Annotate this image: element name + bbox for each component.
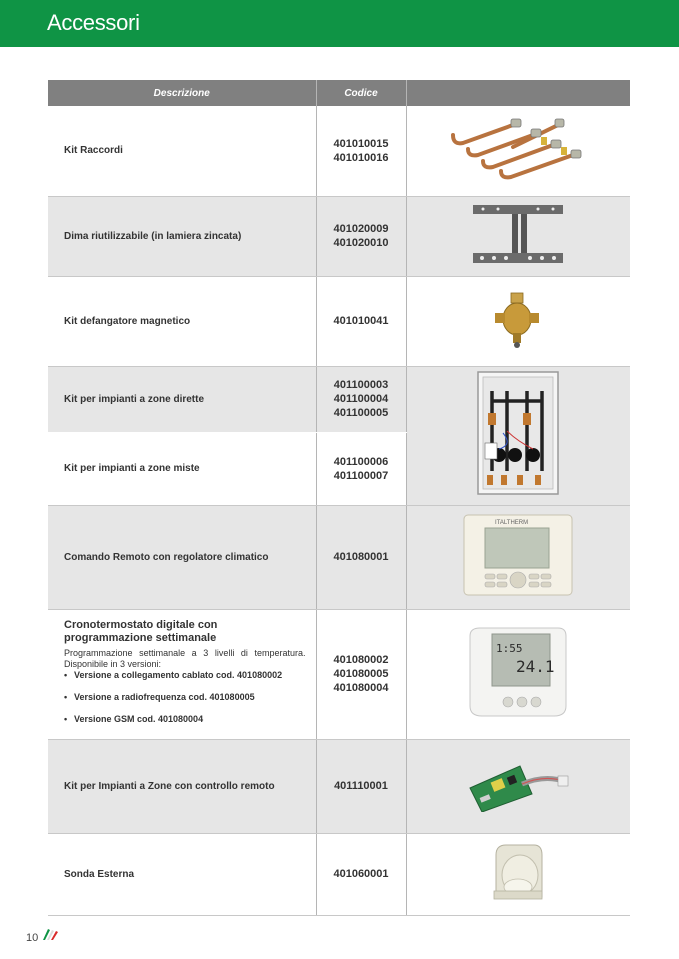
row-description: Kit per Impianti a Zone con controllo remoto (48, 739, 316, 833)
digital-thermostat-icon (466, 626, 570, 718)
column-header-image (406, 80, 630, 106)
table-row (48, 276, 630, 366)
product-code: 401100007 (333, 469, 389, 482)
table-row (48, 609, 630, 739)
product-image-cell (406, 609, 630, 739)
product-code: 401100003 (333, 379, 389, 391)
row-codes (316, 505, 406, 609)
crono-text: Programmazione settimanale a 3 livelli di temperatura. Disponibile in 3 versioni: (64, 647, 306, 669)
list-item: • Versione a collegamento cablato cod. 401080002 (64, 670, 306, 680)
column-header-codice: Codice (316, 80, 406, 106)
page-title: Accessori (47, 10, 140, 35)
row-codes (316, 739, 406, 833)
row-codes (316, 609, 406, 739)
product-code: 401010015 (333, 137, 389, 150)
row-description: Sonda Esterna (48, 833, 316, 915)
page-number: 10 (26, 932, 39, 944)
product-code: 401060001 (333, 868, 389, 880)
brand-logo-icon (42, 927, 60, 941)
row-codes (316, 366, 406, 432)
row-description: Kit defangatore magnetico (48, 276, 316, 366)
row-description: Kit Raccordi (48, 106, 316, 196)
table-row (48, 739, 630, 833)
product-code: 401010041 (333, 315, 389, 327)
list-item: • Versione GSM cod. 401080004 (64, 714, 306, 724)
row-description: Dima riutilizzabile (in lamiera zincata) (48, 196, 316, 276)
column-header-descrizione: Descrizione (48, 80, 316, 106)
row-codes (316, 833, 406, 915)
product-code: 401080001 (333, 551, 389, 563)
crono-title: Cronotermostato digitale con programmazione settimanale (64, 618, 218, 644)
accessories-table (48, 80, 630, 916)
product-code: 401020010 (333, 237, 389, 249)
row-codes (316, 106, 406, 196)
product-image-cell (406, 366, 630, 505)
remote-brand-label: ITALTHERM (495, 519, 529, 526)
product-code: 401100004 (333, 393, 389, 405)
product-code: 401010016 (333, 151, 389, 164)
product-code: 401080004 (333, 682, 389, 694)
row-description (48, 609, 316, 739)
table-row (48, 505, 630, 609)
mounting-template-icon (468, 201, 568, 267)
table-header-row (48, 80, 630, 106)
product-image-cell (406, 196, 630, 276)
product-image-cell (406, 505, 630, 609)
circuit-board-icon (466, 756, 570, 812)
copper-fittings-kit-icon (443, 113, 593, 183)
list-item: • Versione a radiofrequenza cod. 401080005 (64, 692, 306, 702)
product-image-cell (406, 106, 630, 196)
zone-kit-cabinet-icon (477, 371, 559, 495)
product-code: 401020009 (333, 223, 389, 235)
table-row (48, 833, 630, 915)
row-codes (316, 432, 406, 505)
outdoor-sensor-icon (490, 841, 546, 903)
table-row (48, 106, 630, 196)
table-row (48, 366, 630, 432)
magnetic-dirt-separator-icon (493, 289, 543, 349)
product-code: 401100006 (333, 455, 389, 468)
page-header (0, 0, 679, 47)
product-code: 401100005 (333, 407, 389, 419)
table-row (48, 196, 630, 276)
product-code: 401110001 (334, 780, 388, 792)
product-image-cell (406, 833, 630, 915)
row-codes (316, 276, 406, 366)
row-description: Kit per impianti a zone miste (48, 432, 316, 505)
row-description: Kit per impianti a zone dirette (48, 366, 316, 432)
thermostat-display-right: 24.1 (516, 656, 555, 676)
row-codes (316, 196, 406, 276)
crono-version-list (64, 670, 306, 724)
product-code: 401080002 (333, 654, 389, 666)
row-description: Comando Remoto con regolatore climatico (48, 505, 316, 609)
thermostat-display-left: 1:55 (496, 641, 523, 655)
remote-control-unit-icon (463, 514, 573, 596)
product-image-cell (406, 276, 630, 366)
product-image-cell (406, 739, 630, 833)
product-code: 401080005 (333, 668, 389, 680)
